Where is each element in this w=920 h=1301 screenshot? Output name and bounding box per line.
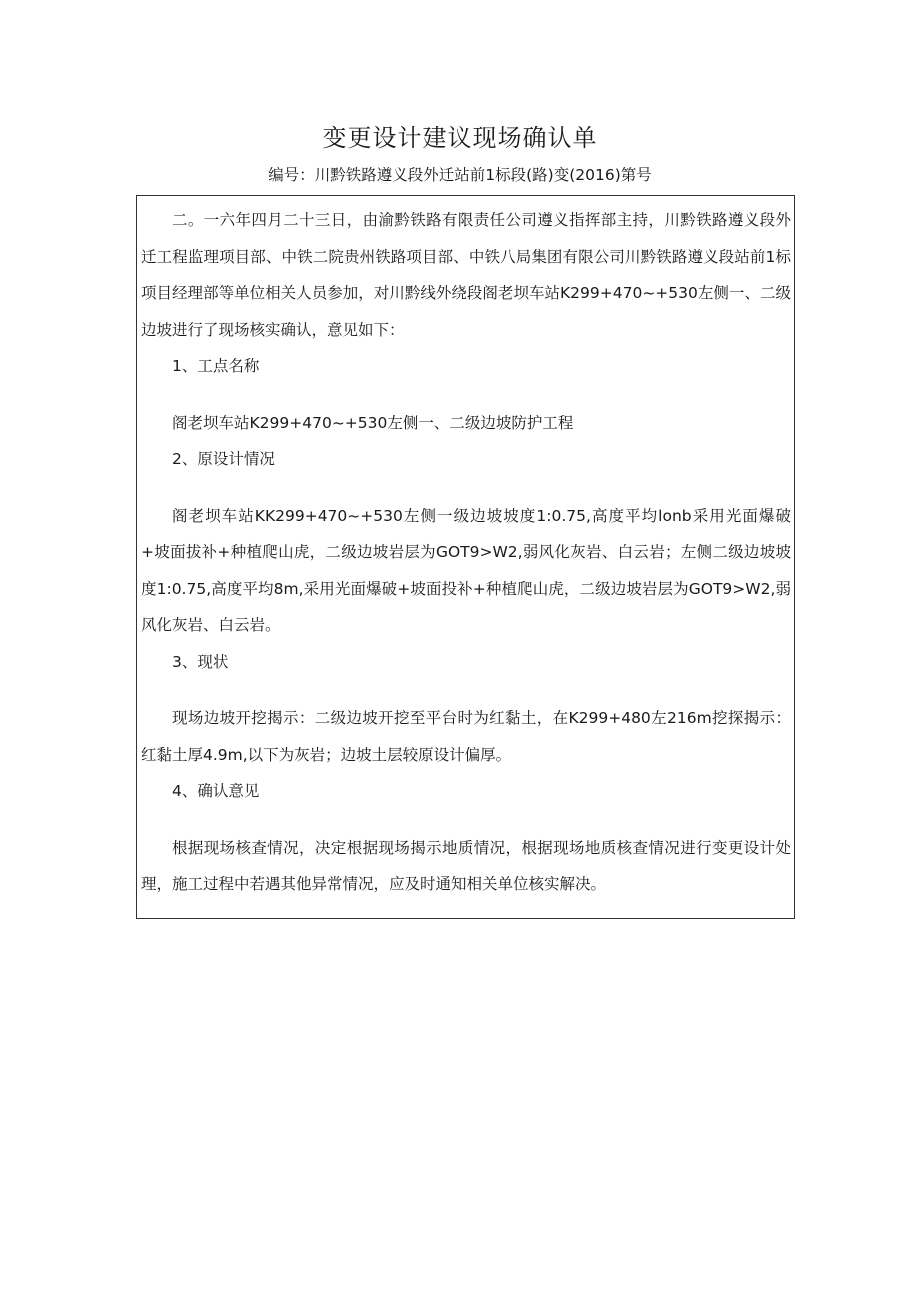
section-heading-site-name: 1、工点名称 bbox=[172, 357, 260, 375]
section-body-original-design: 阁老坝车站KK299+470~+530左侧一级边坡坡度1:0.75,高度平均lonb采用光面爆破+坡面拔补+种植爬山虎，二级边坡岩层为GOT9>W2,弱风化灰岩、白云岩；左侧二级边坡坡度1:0.75,高度平均8m,采用光面爆破+坡面投补+种植爬山虎，二级边坡岩层为GOT9>W2,弱风化灰岩、白云岩。 bbox=[141, 506, 791, 634]
section-heading-current-status: 3、现状 bbox=[172, 652, 229, 671]
section-heading-confirmation-opinion: 4、确认意见 bbox=[172, 782, 260, 800]
section-body-site-name: 阁老坝车站K299+470~+530左侧一、二级边坡防护工程 bbox=[172, 413, 574, 432]
section-heading-original-design: 2、原设计情况 bbox=[172, 450, 275, 468]
section-body-confirmation-opinion: 根据现场核查情况，决定根据现场揭示地质情况，根据现场地质核查情况进行变更设计处理，施工过程中若遇其他异常情况，应及时通知相关单位核实解决。 bbox=[141, 838, 791, 893]
section-body-current-status: 现场边坡开挖揭示：二级边坡开挖至平台时为红黏土，在K299+480左216m挖探揭示：红黏土厚4.9m,以下为灰岩；边坡土层较原设计偏厚。 bbox=[141, 709, 791, 764]
document-number: 编号：川黔铁路遵义段外迁站前1标段(路)变(2016)第号 bbox=[268, 166, 652, 184]
intro-paragraph: 二。一六年四月二十三日，由渝黔铁路有限责任公司遵义指挥部主持，川黔铁路遵义段外迁工程监理项目部、中铁二院贵州铁路项目部、中铁八局集团有限公司川黔铁路遵义段站前1标项目经理部等单位相关人员参加，对川黔线外绕段阁老坝车站K299+470~+530左侧一、二级边坡进行了现场核实确认，意见如下： bbox=[141, 211, 791, 339]
confirmation-box bbox=[136, 195, 795, 919]
document-title: 变更设计建议现场确认单 bbox=[322, 124, 598, 152]
